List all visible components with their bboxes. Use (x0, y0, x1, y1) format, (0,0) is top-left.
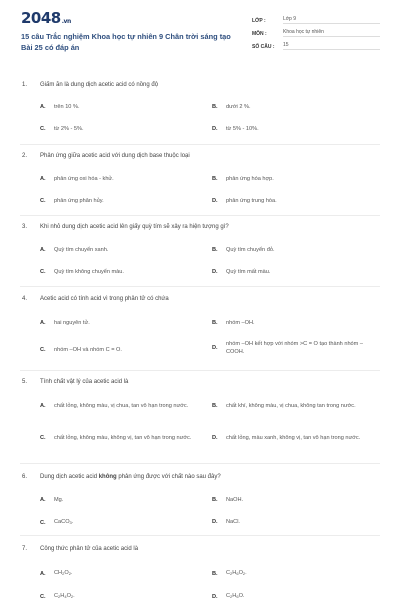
option-d[interactable]: D. phản ứng trung hòa. (212, 198, 277, 204)
option-b[interactable]: B. chất khí, không màu, vị chua, không tan trong nước. (212, 403, 356, 409)
divider (20, 144, 380, 145)
option-b[interactable]: B. Quỳ tím chuyển đỏ. (212, 247, 275, 253)
option-a[interactable]: A. phản ứng oxi hóa - khử. (40, 176, 114, 182)
divider (20, 286, 380, 287)
page-title: 15 câu Trắc nghiệm Khoa học tự nhiên 9 Chân trời sáng tạo Bài 25 có đáp án (21, 32, 231, 52)
option-d[interactable]: D. từ 5% - 10%. (212, 126, 259, 132)
question-text: 5. Tính chất vật lý của acetic acid là (22, 379, 129, 385)
option-c[interactable]: C. CaCO$_3$. (40, 519, 74, 526)
formula: $C_2H_4O_2$. (54, 593, 75, 599)
option-a[interactable]: A. Mg. (40, 497, 64, 503)
option-c[interactable]: C. chất lỏng, không màu, không vị, tan vô hạn trong nước. (40, 435, 192, 441)
option-d[interactable]: D. $C_2H_6O$. (212, 593, 245, 600)
question-text: 7. Công thức phân tử của acetic acid là (22, 546, 139, 552)
option-d[interactable]: D. NaCl. (212, 519, 240, 525)
formula: CaCO$_3$. (54, 519, 74, 525)
option-d[interactable]: D. chất lỏng, màu xanh, không vị, tan vô hạn trong nước. (212, 435, 361, 441)
divider (20, 463, 380, 464)
option-d[interactable]: D. Quỳ tím mất màu. (212, 269, 271, 275)
option-c[interactable]: C. nhóm –OH và nhóm C = O. (40, 347, 122, 353)
option-b[interactable]: B. NaOH. (212, 497, 244, 503)
meta-info (252, 13, 380, 52)
option-a[interactable]: A. hai nguyên tử. (40, 320, 90, 326)
question-text: 6. Dung dịch acetic acid không phản ứng được với chất nào sau đây? (22, 474, 221, 480)
question-text: 2. Phản ứng giữa acetic acid với dung dịch base thuộc loại (22, 153, 190, 159)
option-c[interactable]: C. từ 2% - 5%. (40, 126, 84, 132)
divider (20, 215, 380, 216)
meta-class: LỚP : Lớp 9 (252, 13, 380, 26)
option-a[interactable]: A. $CH_2O_2$. (40, 570, 73, 577)
site-logo[interactable]: 2048.vn (21, 9, 71, 27)
divider (20, 370, 380, 371)
option-c[interactable]: C. Quỳ tím không chuyển màu. (40, 269, 124, 275)
option-a[interactable]: A. trên 10 %. (40, 104, 80, 110)
meta-subject: MÔN : Khoa học tự nhiên (252, 26, 380, 39)
header (0, 0, 400, 64)
option-d[interactable]: D. nhóm –OH kết hợp với nhóm >C = O tạo thành nhóm –COOH. (212, 341, 363, 355)
formula: $C_2H_6O_2$. (226, 570, 247, 576)
option-b[interactable]: B. dưới 2 %. (212, 104, 251, 110)
divider (20, 535, 380, 536)
meta-count: SỐ CÂU : 15 (252, 39, 380, 52)
option-b[interactable]: B. $C_2H_6O_2$. (212, 570, 247, 577)
option-c[interactable]: C. $C_2H_4O_2$. (40, 593, 75, 600)
option-a[interactable]: A. Quỳ tím chuyển xanh. (40, 247, 109, 253)
formula: $CH_2O_2$. (54, 570, 73, 576)
option-c[interactable]: C. phản ứng phân hủy. (40, 198, 104, 204)
formula: $C_2H_6O$. (226, 593, 245, 599)
option-b[interactable]: B. nhóm –OH. (212, 320, 255, 326)
option-a[interactable]: A. chất lỏng, không màu, vị chua, tan vô hạn trong nước. (40, 403, 189, 409)
option-b[interactable]: B. phản ứng hóa hợp. (212, 176, 274, 182)
question-text: 4. Acetic acid có tính acid vì trong phân tử có chứa (22, 296, 169, 302)
question-text: 1. Giấm ăn là dung dịch acetic acid có nồng độ (22, 82, 159, 88)
question-text: 3. Khi nhỏ dung dịch acetic acid lên giấy quỳ tím sẽ xảy ra hiện tượng gì? (22, 224, 229, 230)
